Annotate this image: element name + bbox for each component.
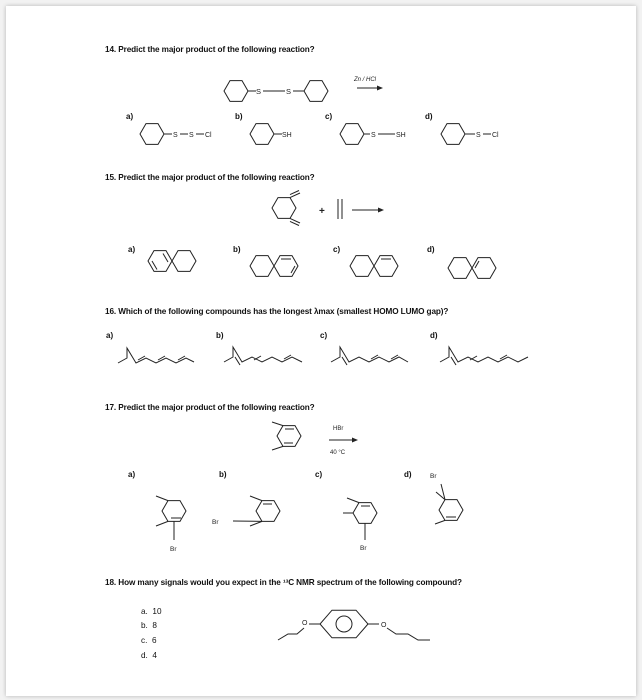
q17-option-c-label: c) — [315, 470, 323, 479]
q14-a-s2: S — [189, 132, 194, 139]
q18-compound-diethoxybenzene — [278, 610, 430, 640]
q14-option-b-structure — [250, 124, 292, 145]
q14-option-b-label: b) — [235, 112, 243, 121]
q14-reactant-s2: S — [286, 87, 292, 96]
q17-option-c-structure — [343, 498, 377, 552]
q14-reactant-disulfide — [224, 81, 328, 102]
q18-choice-c-letter: c. — [141, 636, 148, 645]
q15-reaction-arrow — [352, 208, 384, 213]
q14-reagent: Zn / HCl — [354, 77, 377, 83]
q18-choice-d-value: 4 — [152, 651, 157, 660]
q16-option-d-label: d) — [430, 331, 438, 340]
q17-option-b-structure — [212, 496, 280, 526]
q14-option-c-label: c) — [325, 112, 333, 121]
q16-option-c-label: c) — [320, 331, 328, 340]
q14-d-s: S — [476, 132, 481, 139]
q14-option-d-label: d) — [425, 112, 433, 121]
q15-option-b-structure — [250, 256, 298, 277]
q15-option-a-label: a) — [128, 245, 136, 254]
q17-question: 17. Predict the major product of the following reaction? — [105, 403, 315, 412]
q18-choice-b-value: 8 — [152, 621, 157, 630]
q16-option-c-structure — [331, 347, 408, 365]
q16-option-a-label: a) — [106, 331, 114, 340]
q14-c-sh: SH — [396, 132, 406, 139]
q15-ethylene — [338, 199, 342, 219]
q17-d-br: Br — [430, 473, 437, 480]
q17-a-br: Br — [170, 546, 177, 553]
q18-choice-d-letter: d. — [141, 651, 148, 660]
q14-question: 14. Predict the major product of the following reaction? — [105, 45, 315, 54]
q14-reactant-s1: S — [256, 87, 262, 96]
q17-reagent: HBr — [333, 426, 344, 432]
q14-b-sh: SH — [282, 132, 292, 139]
q16-option-d-structure — [440, 347, 528, 365]
q17-conditions: 40 °C — [330, 450, 346, 456]
q17-option-b-label: b) — [219, 470, 227, 479]
q15-option-d-label: d) — [427, 245, 435, 254]
q14-d-cl: Cl — [492, 132, 499, 139]
q14-c-s: S — [371, 132, 376, 139]
q17-c-br: Br — [360, 545, 367, 552]
q18-choice-c-value: 6 — [151, 636, 157, 645]
q17-reactant-diene — [272, 422, 301, 450]
q16-option-a-structure — [118, 348, 194, 363]
q16-question: 16. Which of the following compounds has the longest λmax (smallest HOMO LUMO gap)? — [105, 307, 449, 316]
q14-a-cl: Cl — [205, 132, 212, 139]
q15-reactant-diene — [272, 191, 300, 226]
q14-option-c-structure — [340, 124, 406, 145]
q14-option-a-structure — [140, 124, 212, 145]
q18-oxygen-left: O — [302, 620, 308, 627]
q14-reaction-arrow — [353, 77, 383, 91]
q18-choice-a-letter: a. — [141, 607, 148, 616]
q18-question: 18. How many signals would you expect in the ¹³C NMR spectrum of the following compound? — [105, 578, 462, 587]
q17-b-br: Br — [212, 519, 219, 526]
q15-option-a-structure — [148, 251, 196, 272]
q15-plus-sign: + — [319, 206, 325, 217]
q18-choice-a-value: 10 — [152, 607, 162, 616]
q17-option-a-label: a) — [128, 470, 136, 479]
q15-option-d-structure — [448, 258, 496, 279]
q17-option-a-structure — [156, 496, 186, 553]
q15-question: 15. Predict the major product of the following reaction? — [105, 173, 315, 182]
q17-reaction-arrow — [329, 426, 358, 456]
q14-option-a-label: a) — [126, 112, 134, 121]
q18-choice-b-letter: b. — [141, 621, 148, 630]
q14-option-d-structure — [441, 124, 499, 145]
q15-option-c-structure — [350, 256, 398, 277]
q14-a-s1: S — [173, 132, 178, 139]
q18-oxygen-right: O — [381, 622, 387, 629]
q15-option-c-label: c) — [333, 245, 341, 254]
q16-option-b-label: b) — [216, 331, 224, 340]
q17-option-d-label: d) — [404, 470, 412, 479]
q17-option-d-structure — [430, 473, 463, 524]
q15-option-b-label: b) — [233, 245, 241, 254]
q16-option-b-structure — [224, 347, 302, 365]
